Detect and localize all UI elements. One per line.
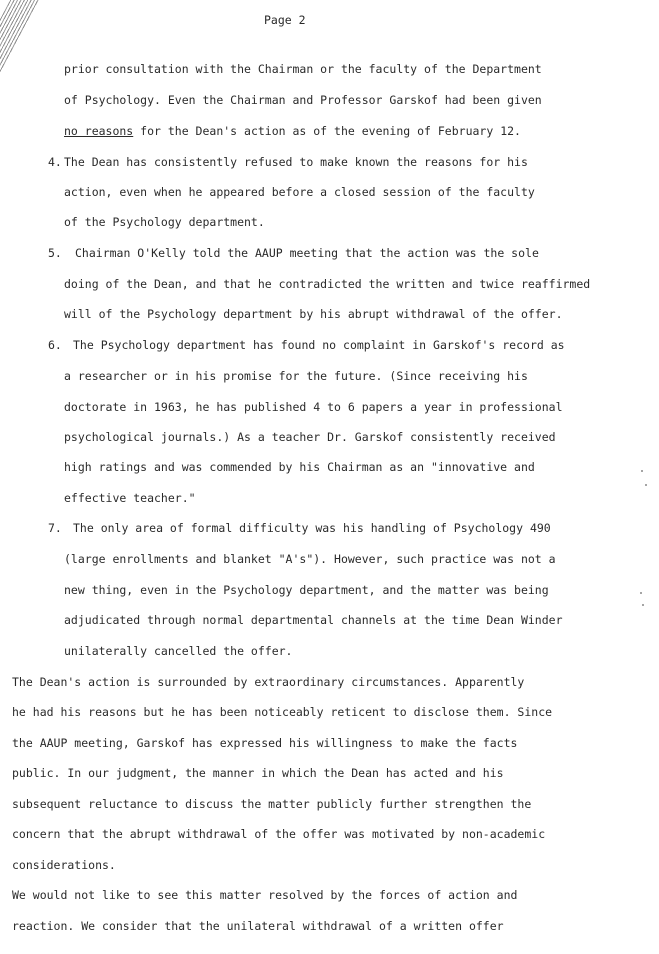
scan-speck	[642, 604, 644, 606]
item-number: 4.	[48, 155, 62, 169]
text-line: public. In our judgment, the manner in which the Dean has acted and his	[12, 766, 504, 780]
text-line: high ratings and was commended by his Chairman as an "innovative and	[64, 460, 535, 474]
item-number: 5.	[48, 246, 62, 260]
text-line: The Dean's action is surrounded by extraordinary circumstances. Apparently	[12, 675, 525, 689]
text-line	[64, 124, 521, 138]
text-line: psychological journals.) As a teacher Dr. Garskof consistently received	[64, 430, 556, 444]
text-line: The only area of formal difficulty was his handling of Psychology 490	[73, 521, 551, 535]
text-line: doing of the Dean, and that he contradicted the written and twice reaffirmed	[64, 277, 591, 291]
text-run: for the Dean's action as of the evening of February 12.	[133, 124, 521, 138]
text-line: the AAUP meeting, Garskof has expressed his willingness to make the facts	[12, 736, 518, 750]
scan-speck	[645, 484, 647, 486]
text-line: will of the Psychology department by his abrupt withdrawal of the offer.	[64, 307, 563, 321]
scan-artifact	[0, 0, 48, 117]
text-line: reaction. We consider that the unilateral withdrawal of a written offer	[12, 919, 504, 933]
text-line: unilaterally cancelled the offer.	[64, 644, 293, 658]
underlined-text: no reasons	[64, 124, 134, 138]
text-line: The Dean has consistently refused to make known the reasons for his	[64, 155, 528, 169]
text-line: a researcher or in his promise for the future. (Since receiving his	[64, 369, 528, 383]
text-line: of the Psychology department.	[64, 215, 265, 229]
scan-speck	[641, 470, 643, 472]
text-line: We would not like to see this matter resolved by the forces of action and	[12, 888, 518, 902]
text-line: (large enrollments and blanket "A's"). However, such practice was not a	[64, 552, 556, 566]
text-line: action, even when he appeared before a closed session of the faculty	[64, 185, 535, 199]
text-line: adjudicated through normal departmental channels at the time Dean Winder	[64, 613, 563, 627]
item-number: 7.	[48, 521, 62, 535]
text-line: The Psychology department has found no complaint in Garskof's record as	[73, 338, 565, 352]
text-line: considerations.	[12, 858, 116, 872]
text-line: he had his reasons but he has been noticeably reticent to disclose them. Since	[12, 705, 553, 719]
text-line: doctorate in 1963, he has published 4 to 6 papers a year in professional	[64, 400, 563, 414]
text-line: subsequent reluctance to discuss the matter publicly further strengthen the	[12, 797, 532, 811]
text-line: new thing, even in the Psychology department, and the matter was being	[64, 583, 549, 597]
text-line: of Psychology. Even the Chairman and Professor Garskof had been given	[64, 93, 542, 107]
item-number: 6.	[48, 338, 62, 352]
text-line: Chairman O'Kelly told the AAUP meeting that the action was the sole	[75, 246, 539, 260]
text-line: effective teacher."	[64, 491, 196, 505]
scan-speck	[640, 592, 642, 594]
page-number: Page 2	[264, 13, 306, 27]
text-line: prior consultation with the Chairman or the faculty of the Department	[64, 62, 542, 76]
text-line: concern that the abrupt withdrawal of the offer was motivated by non-academic	[12, 827, 546, 841]
